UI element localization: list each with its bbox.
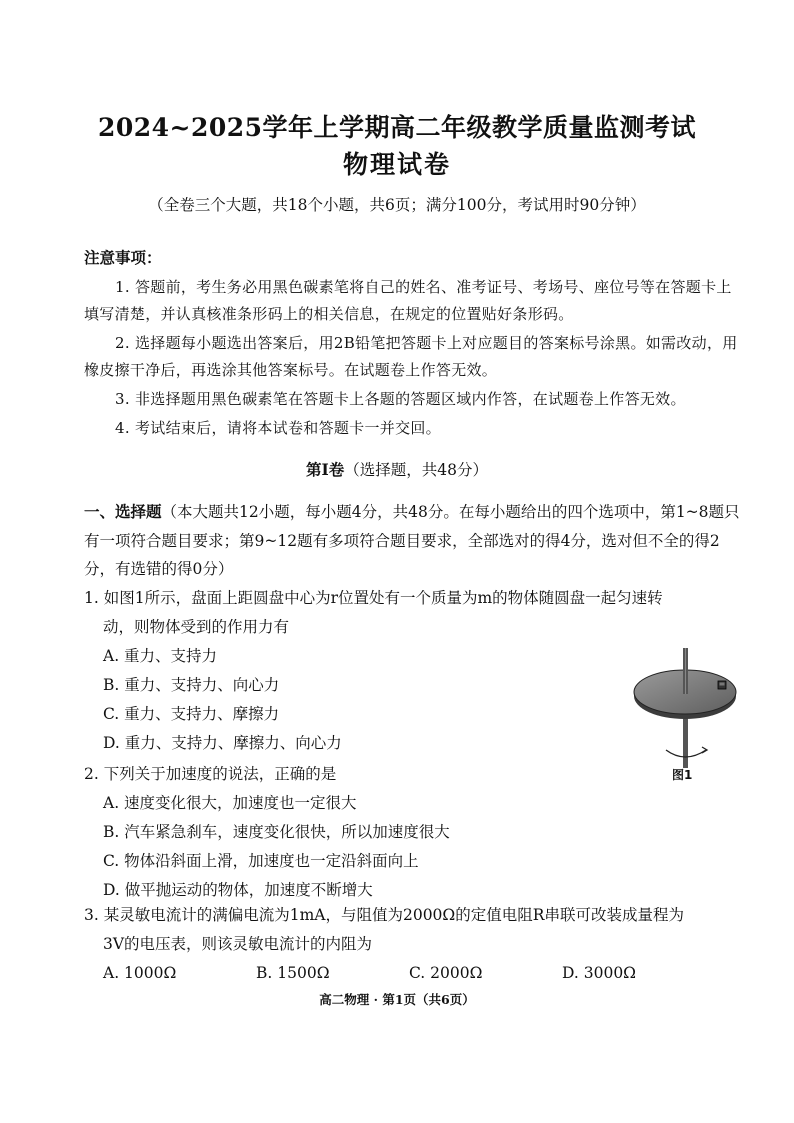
question-stem bbox=[84, 901, 744, 959]
exam-subject-title: 物理试卷 bbox=[342, 150, 451, 179]
part-label: 一、选择题 bbox=[84, 502, 162, 521]
section-heading-detail: （选择题，共48分） bbox=[344, 461, 488, 479]
question-stem: 2. 下列关于加速度的说法，正确的是 bbox=[84, 765, 337, 783]
option-d: D. 3000Ω bbox=[562, 964, 637, 982]
option-d: D. 做平抛运动的物体，加速度不断增大 bbox=[103, 881, 373, 899]
option-c: C. 物体沿斜面上滑，加速度也一定沿斜面向上 bbox=[103, 852, 419, 870]
question-stem-line: 3V的电压表，则该灵敏电流计的内阻为 bbox=[103, 935, 373, 953]
section-heading-label: 第Ⅰ卷 bbox=[306, 460, 345, 479]
question-3 bbox=[84, 901, 744, 988]
figure-caption: 图1 bbox=[672, 768, 693, 782]
notice-item: 3. 非选择题用黑色碳素笔在答题卡上各题的答题区域内作答，在试题卷上作答无效。 bbox=[115, 390, 686, 408]
exam-title: 2024~2025学年上学期高二年级教学质量监测考试 bbox=[97, 113, 697, 142]
rotating-disk-figure bbox=[628, 646, 744, 776]
option-b: B. 重力、支持力、向心力 bbox=[103, 676, 280, 694]
question-2 bbox=[84, 760, 744, 905]
option-a: A. 1000Ω bbox=[103, 964, 177, 982]
question-stem-line: 动，则物体受到的作用力有 bbox=[103, 618, 290, 636]
notice-item: 2. 选择题每小题选出答案后，用2B铅笔把答题卡上对应题目的答案标号涂黑。如需改动，用橡皮擦干净后，再选涂其他答案标号。在试题卷上作答无效。 bbox=[84, 334, 738, 379]
option-a: A. 速度变化很大，加速度也一定很大 bbox=[103, 794, 357, 812]
option-b: B. 1500Ω bbox=[256, 964, 330, 982]
notice-heading: 注意事项： bbox=[84, 248, 162, 267]
page-footer: 高二物理 · 第1页（共6页） bbox=[319, 992, 475, 1007]
notice-item: 1. 答题前，考生务必用黑色碳素笔将自己的姓名、准考证号、考场号、座位号等在答题卡上填写清楚，并认真核准条形码上的相关信息，在规定的位置贴好条形码。 bbox=[84, 278, 732, 323]
question-stem-line: 3. 某灵敏电流计的满偏电流为1mA，与阻值为2000Ω的定值电阻R串联可改装成量程为 bbox=[84, 906, 684, 924]
option-c: C. 2000Ω bbox=[409, 964, 483, 982]
notice-list bbox=[84, 274, 744, 444]
option-d: D. 重力、支持力、摩擦力、向心力 bbox=[103, 734, 342, 752]
exam-info: （全卷三个大题，共18个小题，共6页；满分100分，考试用时90分钟） bbox=[148, 196, 646, 214]
question-stem-line: 1. 如图1所示，盘面上距圆盘中心为r位置处有一个质量为m的物体随圆盘一起匀速转 bbox=[84, 589, 663, 607]
section-heading bbox=[0, 458, 794, 480]
options-row bbox=[84, 959, 744, 988]
notice-item: 4. 考试结束后，请将本试卷和答题卡一并交回。 bbox=[115, 419, 441, 437]
part-intro bbox=[84, 498, 742, 584]
part-instructions: （本大题共12小题，每小题4分，共48分。在每小题给出的四个选项中，第1~8题只有一项符合题目要求；第9~12题有多项符合题目要求，全部选对的得4分，选对但不全的得2分，有选错的得0分） bbox=[84, 503, 740, 578]
option-a: A. 重力、支持力 bbox=[103, 647, 218, 665]
option-c: C. 重力、支持力、摩擦力 bbox=[103, 705, 280, 723]
question-stem bbox=[84, 584, 744, 642]
option-b: B. 汽车紧急刹车，速度变化很快，所以加速度很大 bbox=[103, 823, 450, 841]
